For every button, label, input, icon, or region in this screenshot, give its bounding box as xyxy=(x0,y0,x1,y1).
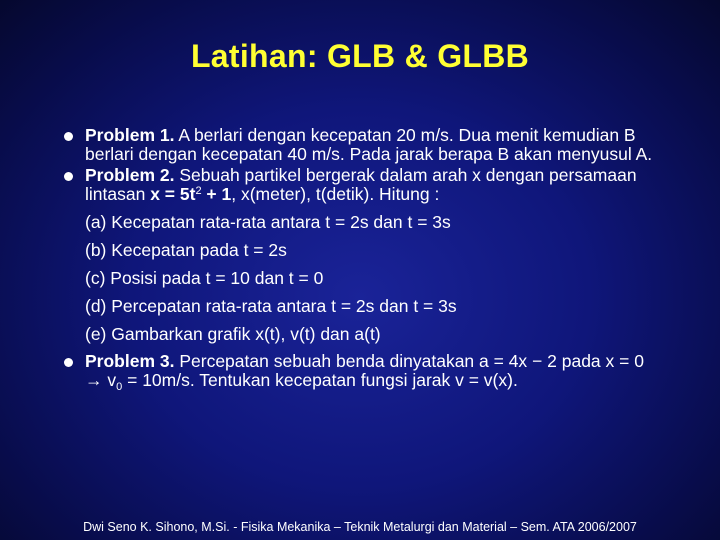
problem-1-label: Problem 1. xyxy=(85,125,175,145)
slide-footer: Dwi Seno K. Sihono, M.Si. - Fisika Mekanika – Teknik Metalurgi dan Material – Sem. ATA 2006/2007 xyxy=(83,520,637,534)
problem-2-item: (a) Kecepatan rata-rata antara t = 2s dan t = 3s xyxy=(85,212,451,232)
equation-main: x = 5t xyxy=(150,184,196,204)
equation-exponent: 2 xyxy=(195,185,202,197)
slide-title: Latihan: GLB & GLBB xyxy=(190,38,530,74)
problem-2-item: (e) Gambarkan grafik x(t), v(t) dan a(t) xyxy=(85,324,381,344)
problem-2-text: Sebuah partikel bergerak dalam arah x dengan persamaan lintasan xyxy=(85,165,637,204)
problem-2-item: (d) Percepatan rata-rata antara t = 2s dan t = 3s xyxy=(85,296,457,316)
velocity-subscript: 0 xyxy=(116,381,123,393)
problem-1 xyxy=(64,126,664,164)
problem-2-text-after: , x(meter), t(detik). Hitung : xyxy=(231,184,440,204)
problem-3-text-after: = 10m/s. Tentukan kecepatan fungsi jarak v = v(x). xyxy=(122,370,518,390)
problem-3 xyxy=(64,351,664,393)
problem-3-label: Problem 3. xyxy=(85,351,175,371)
slide-content xyxy=(64,125,664,393)
problem-2-item: (c) Posisi pada t = 10 dan t = 0 xyxy=(85,268,324,288)
problem-2-label: Problem 2. xyxy=(85,165,175,185)
bullet-dot-icon xyxy=(64,132,73,141)
velocity-symbol: v xyxy=(102,370,117,390)
problem-3-text: Percepatan sebuah benda dinyatakan a = 4x − 2 pada x = 0 xyxy=(174,351,644,371)
problem-2-item: (b) Kecepatan pada t = 2s xyxy=(85,240,287,260)
arrow-icon: → xyxy=(85,370,103,390)
bullet-dot-icon xyxy=(64,358,73,367)
problem-1-text: A berlari dengan kecepatan 20 m/s. Dua menit kemudian B berlari dengan kecepatan 40 m/s. Pada jarak berapa B akan menyusul A. xyxy=(85,125,653,164)
problem-2 xyxy=(64,166,664,204)
bullet-dot-icon xyxy=(64,172,73,181)
equation-rest: + 1 xyxy=(201,184,232,204)
